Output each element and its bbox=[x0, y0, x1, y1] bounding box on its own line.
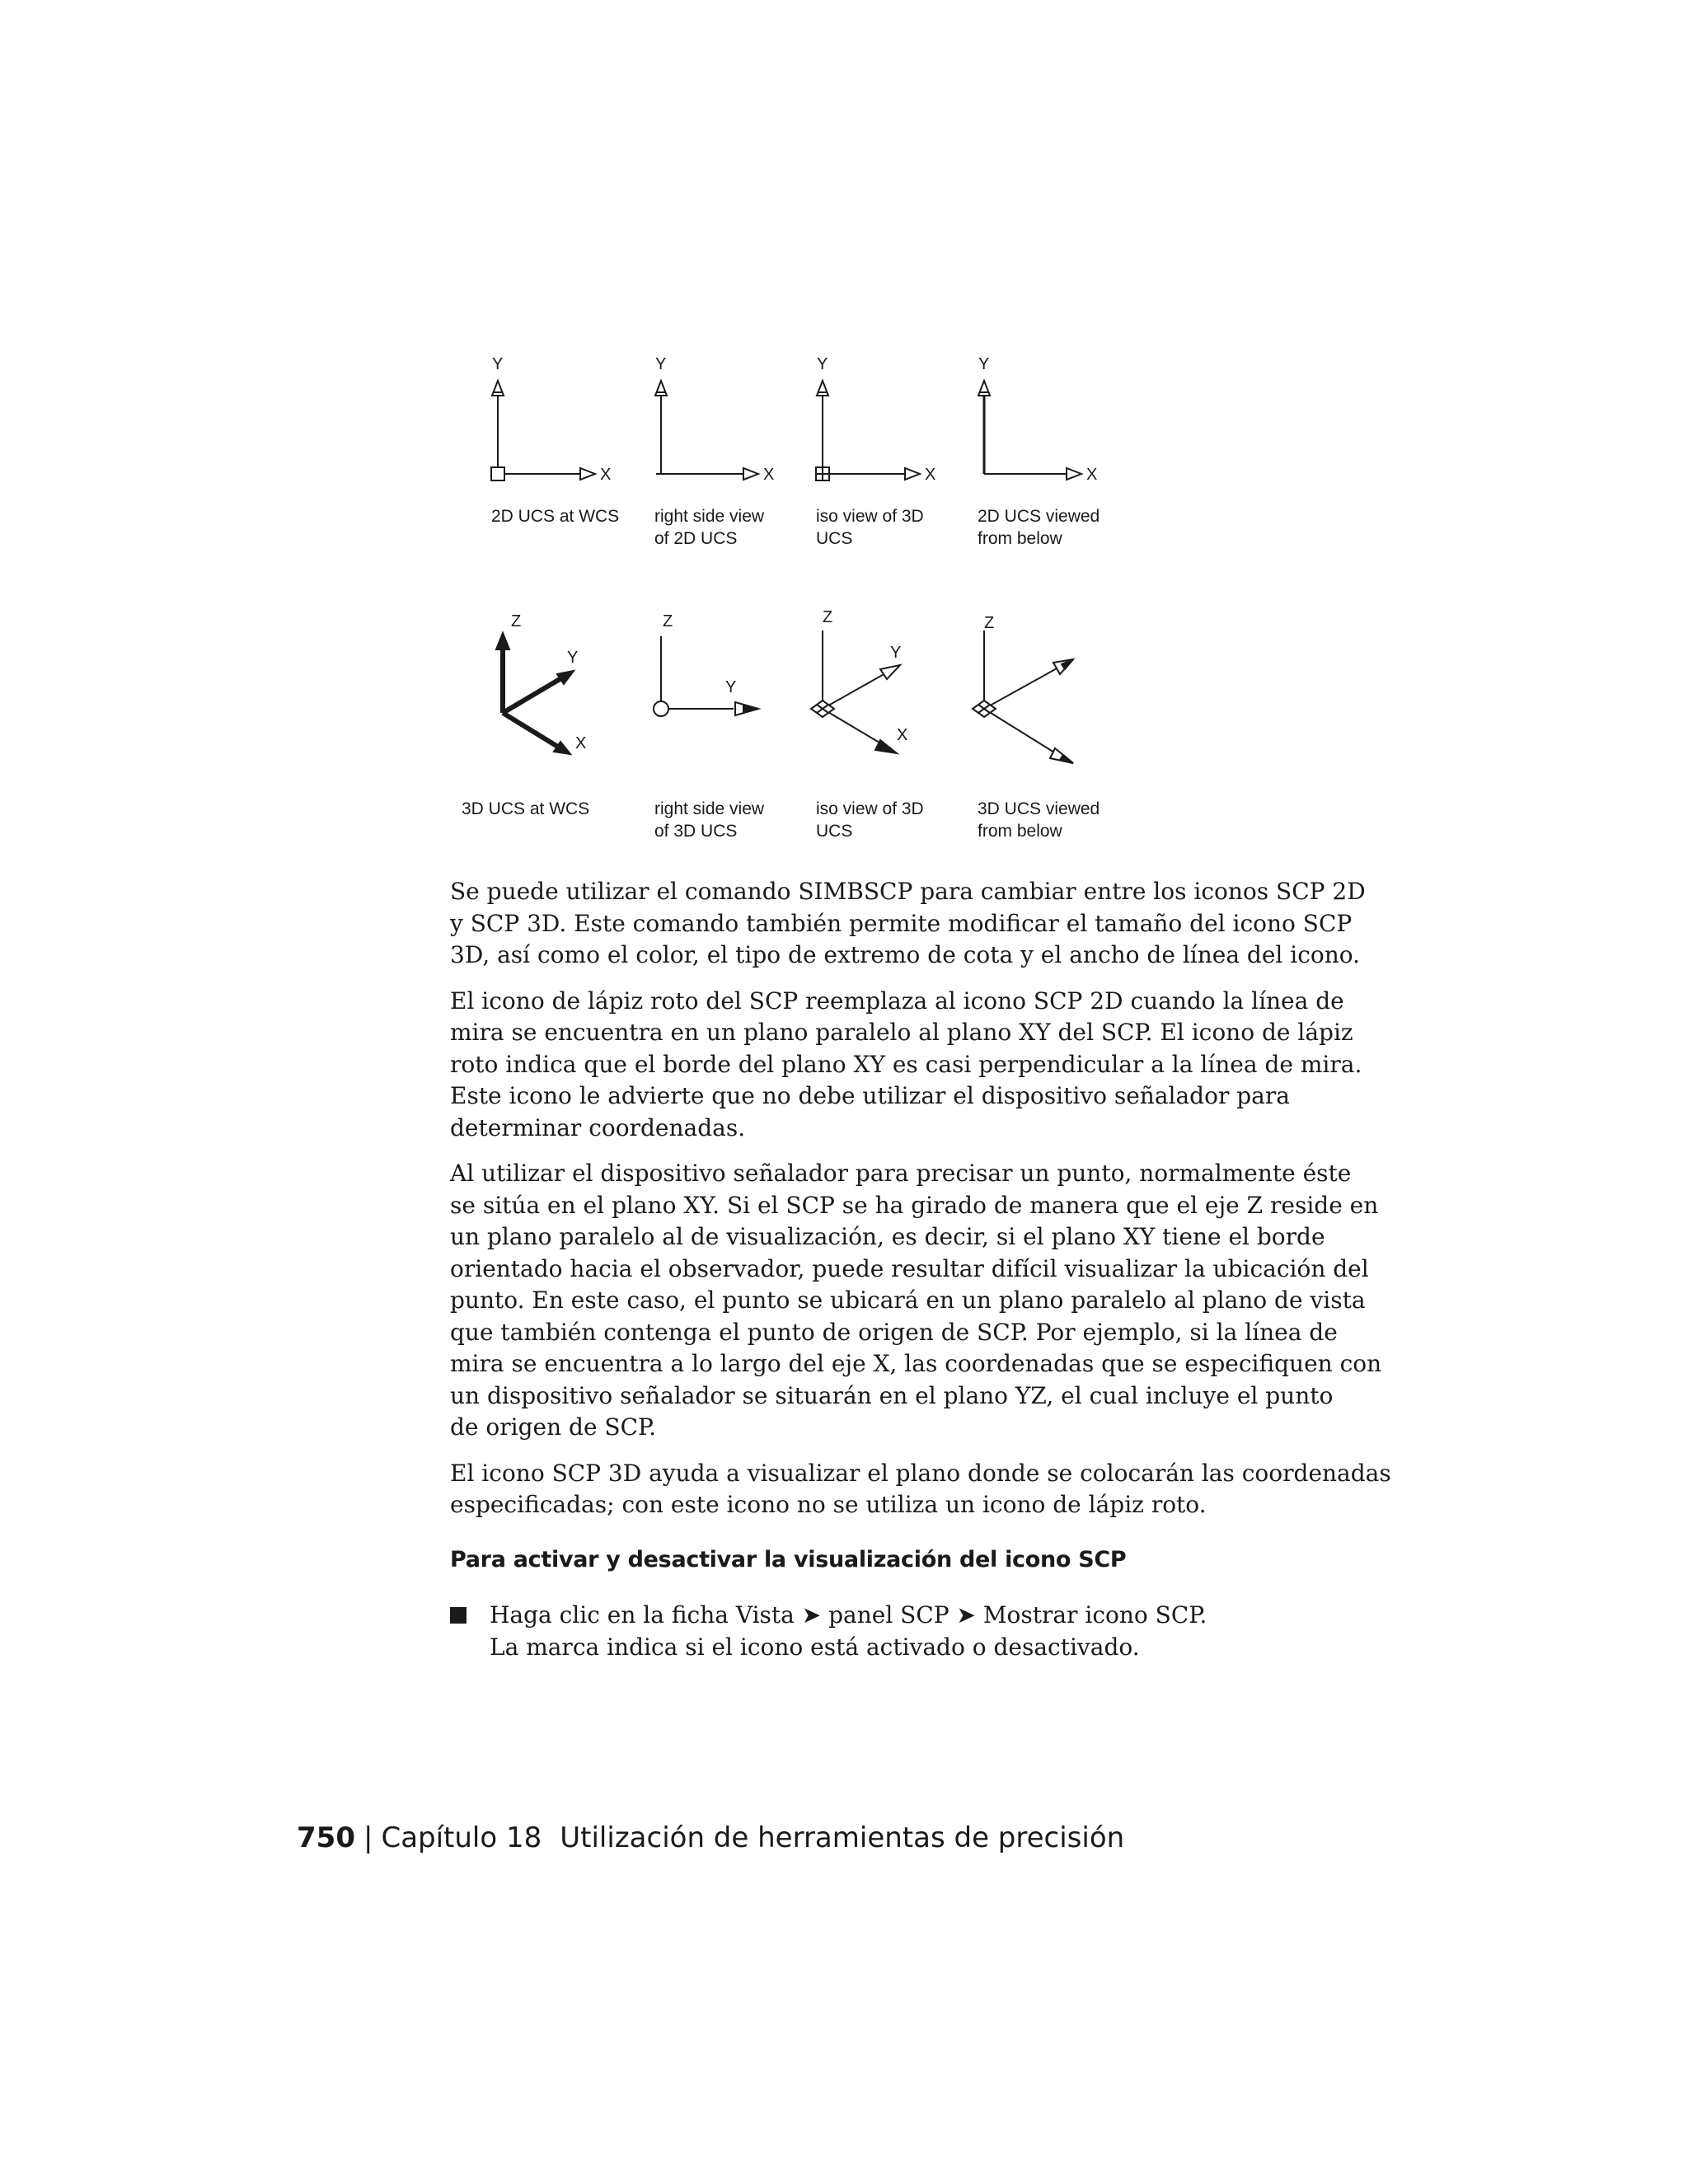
page-number: 750 bbox=[297, 1821, 355, 1854]
procedure-heading: Para activar y desactivar la visualización del icono SCP bbox=[450, 1547, 1127, 1572]
ucs-2d-side-icon bbox=[655, 381, 758, 480]
axis-label-x: X bbox=[575, 734, 587, 752]
caption-2d-iso: iso view of 3D UCS bbox=[816, 507, 924, 548]
body-text bbox=[450, 876, 1391, 1535]
axis-label-y: Y bbox=[890, 644, 902, 662]
axis-label-x: X bbox=[600, 466, 612, 484]
ucs-3d-side-icon bbox=[654, 636, 758, 716]
caption-2d-below: 2D UCS viewed from below bbox=[978, 507, 1100, 548]
axis-label-y: Y bbox=[492, 355, 504, 373]
ucs-2d-iso-icon bbox=[816, 381, 920, 480]
caption-2d-wcs: 2D UCS at WCS bbox=[491, 507, 620, 526]
footer-separator: | bbox=[363, 1821, 373, 1854]
ucs-2d-below-icon bbox=[978, 381, 1081, 480]
caption-2d-side: right side view of 2D UCS bbox=[654, 507, 765, 548]
square-bullet-icon bbox=[450, 1607, 467, 1624]
axis-label-y: Y bbox=[567, 649, 579, 667]
axis-label-z: Z bbox=[511, 612, 522, 630]
ucs-3d-wcs-icon bbox=[496, 633, 574, 754]
ucs-3d-iso-icon bbox=[811, 630, 900, 753]
chapter-label: Capítulo 18 bbox=[381, 1821, 542, 1854]
axis-label-z: Z bbox=[823, 608, 833, 626]
chapter-title: Utilización de herramientas de precisión bbox=[560, 1821, 1125, 1854]
paragraph-3: Al utilizar el dispositivo señalador para precisar un punto, normalmente éste se sitúa en el plano XY. Si el SCP se ha girado de manera que el eje Z reside en un plano paralelo al de visualización, es decir, si el plano XY tiene el borde orientado hacia el observador, puede resultar difícil visualizar la ubicación del punto. En este caso, el punto se ubicará en un plano paralelo al plano de vista que también contenga el punto de origen de SCP. Por ejemplo, si la línea de mira se encuentra a lo largo del eje X, las coordenadas que se especifiquen con un dispositivo señalador se situarán en el plano YZ, el cual incluye el punto de origen de SCP. bbox=[450, 1160, 1382, 1441]
axis-label-y: Y bbox=[978, 355, 990, 373]
caption-3d-side: right side view of 3D UCS bbox=[654, 799, 765, 841]
axis-label-x: X bbox=[763, 466, 775, 484]
step-instruction: Haga clic en la ficha Vista ➤ panel SCP ➤ Mostrar icono SCP. bbox=[490, 1601, 1207, 1629]
axis-label-x: X bbox=[925, 466, 936, 484]
page-footer bbox=[297, 1821, 1124, 1854]
axis-label-z: Z bbox=[984, 614, 995, 632]
axis-label-y: Y bbox=[817, 355, 828, 373]
axis-label-x: X bbox=[897, 726, 908, 744]
axis-label-y: Y bbox=[655, 355, 667, 373]
paragraph-4: El icono SCP 3D ayuda a visualizar el plano donde se colocarán las coordenadas especificadas; con este icono no se utiliza un icono de lápiz roto. bbox=[450, 1459, 1391, 1518]
paragraph-1: Se puede utilizar el comando SIMBSCP para cambiar entre los iconos SCP 2D y SCP 3D. Este comando también permite modificar el tamaño del icono SCP 3D, así como el color, el tipo de extremo de cota y el ancho de línea del icono. bbox=[450, 878, 1366, 968]
ucs-3d-below-icon bbox=[973, 630, 1073, 763]
axis-label-x: X bbox=[1086, 466, 1098, 484]
ucs-2d-wcs-icon bbox=[491, 381, 595, 480]
ucs-icon-figure bbox=[445, 346, 1121, 860]
ucs-icons-svg bbox=[445, 346, 1121, 857]
axis-labels bbox=[492, 355, 1097, 752]
step-result: La marca indica si el icono está activado o desactivado. bbox=[490, 1633, 1140, 1661]
paragraph-2: El icono de lápiz roto del SCP reemplaza al icono SCP 2D cuando la línea de mira se encuentra en un plano paralelo al plano XY del SCP. El icono de lápiz roto indica que el borde del plano XY es casi perpendicular a la línea de mira. Este icono le advierte que no debe utilizar el dispositivo señalador para determinar coordenadas. bbox=[450, 987, 1362, 1141]
caption-3d-below: 3D UCS viewed from below bbox=[978, 799, 1100, 841]
caption-3d-iso: iso view of 3D UCS bbox=[816, 799, 924, 841]
axis-label-y: Y bbox=[725, 678, 737, 696]
caption-3d-wcs: 3D UCS at WCS bbox=[462, 799, 590, 818]
axis-label-z: Z bbox=[663, 612, 673, 630]
